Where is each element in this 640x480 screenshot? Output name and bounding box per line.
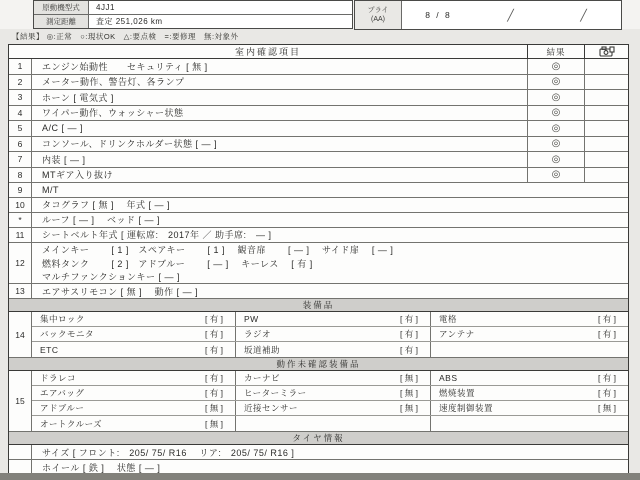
equipment-label: カーナビ [244,373,281,384]
ply-value-empty: ╱ [580,9,589,22]
row-text: エンジン始動性 セキュリティ [ 無 ] [42,61,208,72]
row-text: マルチファンクションキー [ ― ] [42,271,180,282]
equipment-label: エアバッグ [40,388,85,399]
row-number: 11 [9,228,32,242]
equipment-cell [430,342,628,357]
row-number: 6 [9,137,32,152]
row-content [32,183,628,197]
photo-cell [584,90,628,105]
equipment-cell [32,371,235,385]
equipment-value: [ 有 ] [205,344,223,355]
equipment-value: [ 有 ] [400,329,418,340]
photo-cell [584,106,628,121]
equipment-label: ヒーターミラー [244,388,307,399]
equipment-label: ABS [439,373,458,384]
row-number: 3 [9,90,32,105]
row-text: メインキー [ 1 ] スペアキー [ 1 ] 観音扉 [ ― ] サイド扉 [ ― ] [42,245,394,256]
engine-model-label: 原動機型式 [34,1,89,14]
table-row-keys [9,243,628,284]
equipment-cell [430,386,628,400]
equipment-value: [ 有 ] [598,388,616,399]
row-number: 2 [9,75,32,90]
equipment-label: ラジオ [244,329,272,340]
equipment-cell [430,312,628,326]
table-row [9,228,628,243]
equipment-cell [32,312,235,326]
row-text: シートベルト年式 [ 運転席: 2017年 ／ 助手席: ― ] [42,230,272,241]
equipment-cell [32,386,235,400]
grid-subrow [32,386,628,401]
row-content [32,228,628,242]
interior-check-table [8,44,629,476]
equipment-cell [235,342,430,357]
result-mark: ◎ [527,106,584,121]
section-header-tire-info: タイヤ情報 [9,432,628,445]
row-text: ルーフ [ ― ] ベッド [ ― ] [42,215,161,226]
row-number: 4 [9,106,32,121]
row-text: タコグラフ [ 無 ] 年式 [ ― ] [42,200,171,211]
equipment-value: [ 有 ] [205,329,223,340]
equipment-label: 速度制御装置 [439,403,494,414]
row-number: 10 [9,198,32,212]
row-text: 燃料タンク [ 2 ] アドブルー [ ― ] キーレス [ 有 ] [42,258,313,269]
photo-cell [584,75,628,90]
equipment-value: [ 無 ] [205,418,223,429]
equipment-value: [ 有 ] [400,314,418,325]
section-header-unconfirmed-equipment: 動作未確認装備品 [9,358,628,371]
equipment-label: アドブルー [40,403,85,414]
equipment-cell [235,416,430,431]
row-content [32,243,628,283]
row-number: 14 [9,312,32,357]
row-number: 13 [9,284,32,298]
equipment-value: [ 有 ] [598,329,616,340]
grid-subrow [32,342,628,357]
equipment-value: [ 有 ] [400,344,418,355]
ply-value-empty: ╱ [507,9,516,22]
equipment-cell [430,416,628,431]
table-row [9,198,628,213]
equipment-label: PW [244,314,259,325]
result-mark: ◎ [527,137,584,152]
row-content [32,198,628,212]
equipment-label: アンテナ [439,329,475,340]
equipment-value: [ 無 ] [400,388,418,399]
row-text: MTギア入り抜け [42,170,113,181]
equipment-value: [ 無 ] [400,403,418,414]
grid-subrow [32,416,628,431]
row-number: 15 [9,371,32,431]
equipment-label: ETC [40,344,59,355]
row-text: 内装 [ ― ] [42,154,86,165]
equipment-cell [235,312,430,326]
equipment-grid [32,312,628,357]
equipment-cell [32,416,235,431]
camera-icon [599,46,615,57]
table-title: 室内確認項目 [234,47,301,57]
table-row [9,183,628,198]
result-legend: 【結果】 ◎:正常 ○:現状OK △:要点検 =:要修理 無:対象外 [12,32,239,41]
row-number: 5 [9,121,32,136]
row-text: メーター動作、警告灯、各ランプ [42,77,185,88]
ply-table [354,0,622,30]
table-row [9,90,628,106]
vehicle-info-table [33,0,353,29]
equipment-label: 電格 [439,314,458,325]
equipment-row-15 [9,371,628,432]
ply-label-text: プライ [367,7,389,14]
equipment-cell [32,342,235,357]
equipment-cell [235,401,430,415]
ply-sublabel-text: (AA) [371,16,385,23]
result-column-header: 結果 [527,45,584,58]
equipment-label: 近接センサー [244,403,299,414]
equipment-cell [32,327,235,341]
table-row [34,1,352,15]
table-row [34,15,352,28]
table-row [9,59,628,75]
result-mark: ◎ [527,152,584,167]
row-text: コンソール、ドリンクホルダー状態 [ ― ] [42,139,218,150]
row-number: 9 [9,183,32,197]
equipment-value: [ 有 ] [205,373,223,384]
table-row [9,75,628,91]
equipment-value: [ 有 ] [598,314,616,325]
ply-value: 8 / 8 [425,10,452,20]
photo-cell [584,152,628,167]
equipment-label: バックモニタ [40,329,95,340]
row-number: 8 [9,168,32,183]
equipment-cell [32,401,235,415]
row-content [32,445,628,459]
photo-cell [584,121,628,136]
table-row [9,137,628,153]
photo-cell [584,168,628,183]
row-text: ワイパー動作、ウォッシャー状態 [42,108,184,119]
equipment-cell [235,386,430,400]
equipment-label: 坂道補助 [244,344,281,355]
row-number: 1 [9,59,32,74]
photo-cell [584,59,628,74]
row-text: M/T [42,184,59,195]
equipment-value: [ 無 ] [400,373,418,384]
row-text: ホーン [ 電気式 ] [42,92,114,103]
photo-bottom-edge [0,473,640,480]
table-row [9,213,628,228]
grid-subrow [32,327,628,342]
result-mark: ◎ [527,121,584,136]
result-mark: ◎ [527,75,584,90]
equipment-value: [ 無 ] [205,403,223,414]
equipment-label: ドラレコ [40,373,77,384]
table-row [9,106,628,122]
row-number [9,445,32,459]
photo-column-header [584,45,628,58]
engine-model-value: 4JJ1 [96,3,115,12]
result-mark: ◎ [527,90,584,105]
equipment-label: オートクルーズ [40,418,103,429]
table-row [9,152,628,168]
tire-size-text: サイズ [ フロント: 205/ 75/ R16 リア: 205/ 75/ R16 ] [42,447,295,458]
ply-label [355,1,402,29]
row-number: 12 [9,243,32,283]
tire-size-row [9,445,628,460]
row-text: A/C [ ― ] [42,123,84,134]
row-number: * [9,213,32,227]
equipment-label: 燃焼装置 [439,388,476,399]
equipment-cell [430,327,628,341]
equipment-value: [ 有 ] [205,314,223,325]
table-row [9,168,628,184]
tire-wheel-text: ホイール [ 鉄 ] 状態 [ ― ] [42,462,161,473]
equipment-row-14 [9,312,628,358]
equipment-value: [ 無 ] [598,403,616,414]
row-number: 7 [9,152,32,167]
distance-label: 測定距離 [34,15,89,28]
equipment-label: 集中ロック [40,314,85,325]
grid-subrow [32,371,628,386]
section-header-equipment: 装備品 [9,299,628,312]
equipment-value: [ 有 ] [598,373,616,384]
equipment-cell [430,371,628,385]
equipment-cell [235,371,430,385]
row-text: エアサスリモコン [ 無 ] 動作 [ ― ] [42,286,199,297]
equipment-cell [235,327,430,341]
photo-cell [584,137,628,152]
result-mark: ◎ [527,59,584,74]
row-content [32,284,628,298]
equipment-value: [ 有 ] [205,388,223,399]
unconfirmed-equipment-grid [32,371,628,431]
table-row [9,121,628,137]
result-mark: ◎ [527,168,584,183]
equipment-cell [430,401,628,415]
table-row [9,284,628,299]
grid-subrow [32,312,628,327]
table-header [9,45,628,59]
grid-subrow [32,401,628,416]
distance-value: 査定 251,026 km [96,17,163,26]
row-content [32,213,628,227]
